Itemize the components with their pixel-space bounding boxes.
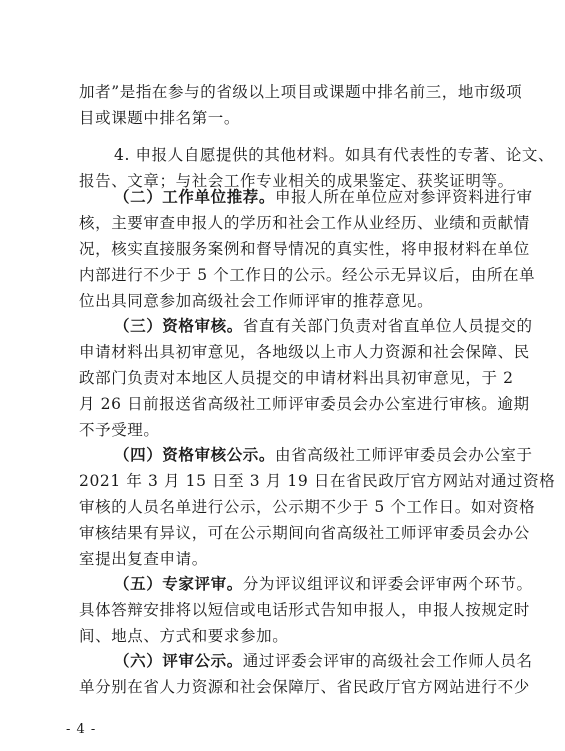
line-text: 核，主要审查申报人的学历和社会工作从业经历、业绩和贡献情 (79, 214, 530, 232)
section-heading-line (114, 187, 533, 207)
line-text: 政部门负责对本地区人员提交的申请材料出具初审意见，于 2 (79, 369, 514, 387)
text-line (79, 600, 530, 620)
line-text: 通过评委会评审的高级社会工作师人员名 (242, 652, 533, 670)
text-line (79, 213, 530, 233)
section-heading-line (114, 574, 533, 594)
text-line (79, 108, 240, 128)
line-text: 省直有关部门负责对省直单位人员提交的 (242, 317, 533, 335)
section-heading: （四）资格审核公示。 (114, 445, 276, 464)
text-line (79, 549, 208, 569)
line-text: 申请材料出具初审意见，各地级以上市人力资源和社会保障、民 (79, 343, 530, 361)
section-heading: （二）工作单位推荐。 (114, 187, 276, 206)
text-line (79, 342, 530, 362)
text-line (79, 497, 535, 517)
text-line (79, 420, 160, 440)
section-heading: （五）专家评审。 (114, 574, 243, 593)
line-text: 审核结果有异议，可在公示期间向省高级社工师评审委员会办公 (79, 524, 530, 542)
section-heading: （六）评审公示。 (114, 651, 243, 670)
line-text: 不予受理。 (79, 421, 160, 439)
text-line (79, 239, 530, 259)
line-text: 位出具同意参加高级社会工作师评审的推荐意见。 (79, 292, 434, 310)
line-text: 分为评议组评议和评委会评审两个环节。 (242, 575, 533, 593)
line-text: 由省高级社工师评审委员会办公室于 (275, 446, 533, 464)
line-text: 报告、文章；与社会工作专业相关的成果鉴定、获奖证明等。 (79, 172, 514, 190)
line-text: 月 26 日前报送省高级社工师评审委员会办公室进行审核。逾期 (79, 395, 530, 413)
line-text: 2021 年 3 月 15 日至 3 月 19 日在省民政厅官方网站对通过资格 (79, 472, 556, 490)
line-text: 具体答辩安排将以短信或电话形式告知申报人，申报人按规定时 (79, 601, 530, 619)
section-heading-line (114, 316, 533, 336)
line-text: 况，核实直接服务案例和督导情况的真实性，将申报材料在单位 (79, 240, 530, 258)
text-line (114, 145, 554, 165)
line-text: 申报人所在单位应对参评资料进行审 (275, 188, 533, 206)
section-heading-line (114, 445, 533, 465)
line-text: 单分别在省人力资源和社会保障厅、省民政厅官方网站进行不少 (79, 678, 530, 696)
line-text: 目或课题中排名第一。 (79, 109, 241, 127)
line-text: 审核的人员名单进行公示，公示期不少于 5 个工作日。如对资格 (79, 498, 536, 516)
page-number: - 4 - (66, 722, 97, 737)
line-text: 室提出复查申请。 (79, 550, 208, 568)
text-line (79, 523, 530, 543)
section-heading: （三）资格审核。 (114, 316, 243, 335)
line-text: 4. 申报人自愿提供的其他材料。如具有代表性的专著、论文、 (114, 146, 555, 164)
line-text: 加者”是指在参与的省级以上项目或课题中排名前三，地市级项 (79, 83, 523, 101)
section-heading-line (114, 651, 533, 671)
line-text: 内部进行不少于 5 个工作日的公示。经公示无异议后，由所在单 (79, 266, 536, 284)
line-text: 间、地点、方式和要求参加。 (79, 627, 289, 645)
text-line (79, 471, 555, 491)
text-line (79, 265, 535, 285)
text-line (79, 626, 288, 646)
text-line (79, 677, 530, 697)
text-line (79, 291, 433, 311)
text-line (79, 368, 514, 388)
text-line (79, 394, 530, 414)
text-line (79, 82, 522, 102)
